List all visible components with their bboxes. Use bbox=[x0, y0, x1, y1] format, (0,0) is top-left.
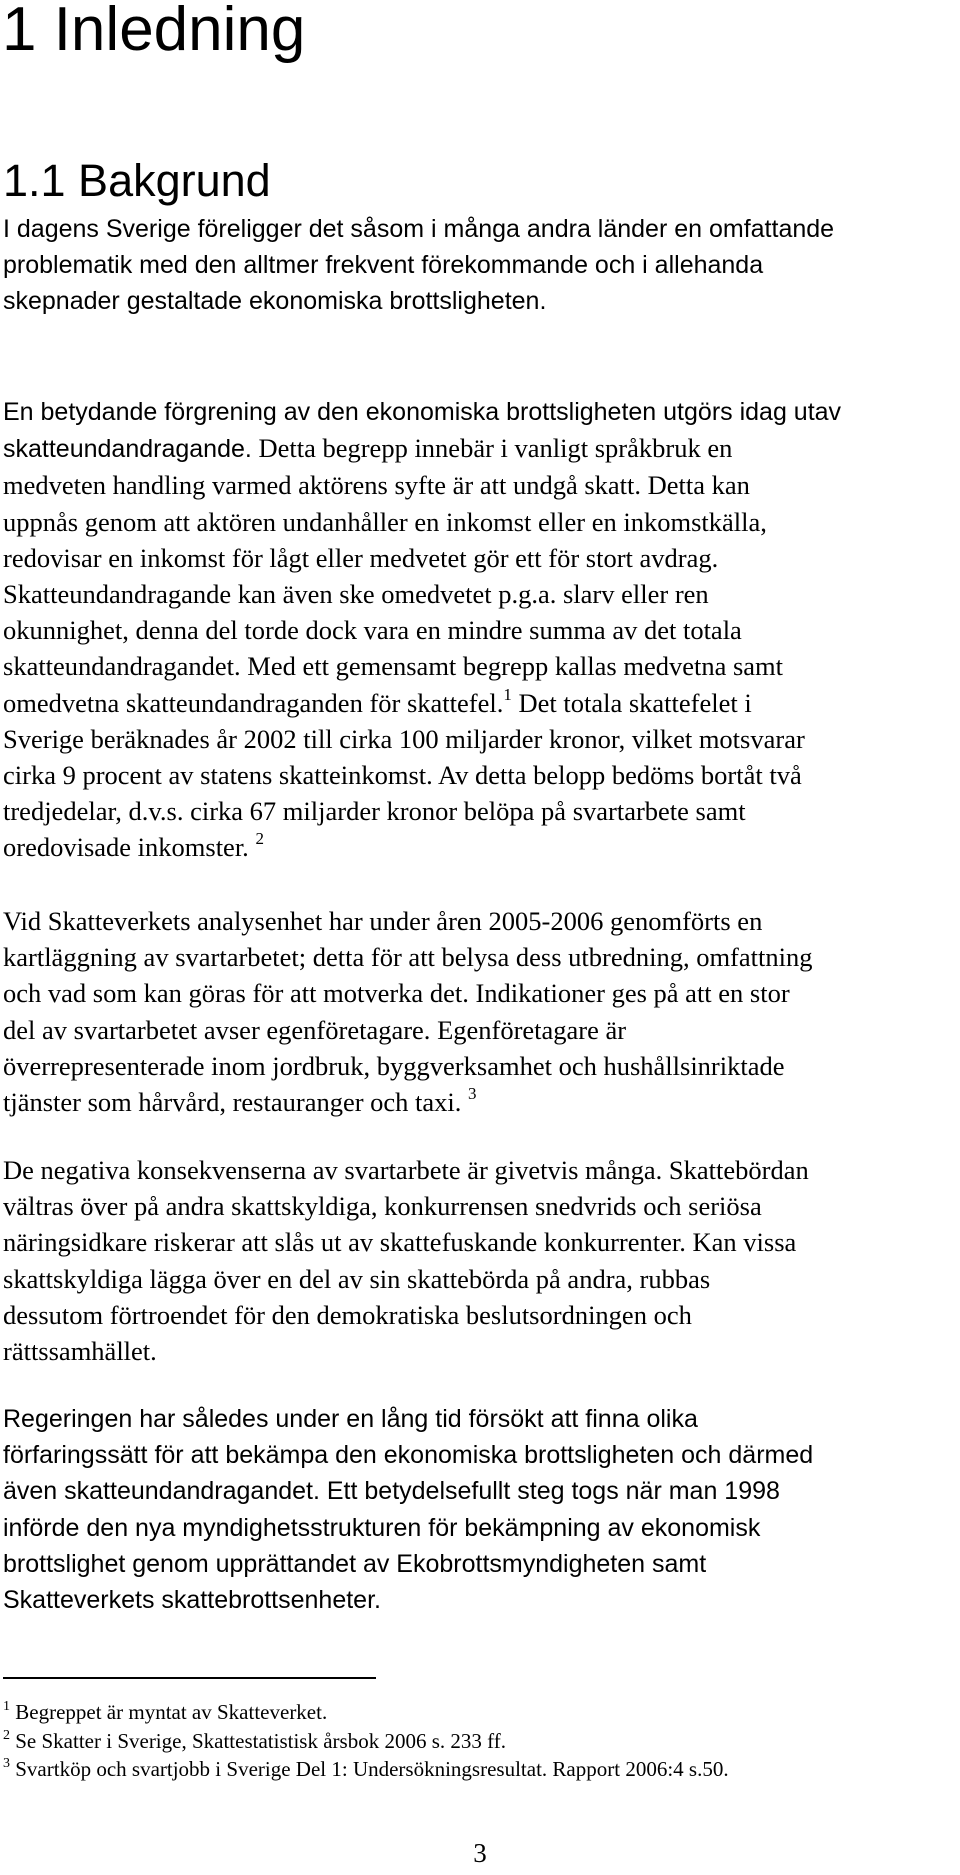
text-line: dessutom förtroendet för den demokratiska beslutsordningen och bbox=[3, 1299, 692, 1330]
footnote-3 bbox=[3, 1755, 958, 1784]
text-span: Skatteundandragande kan även ske omedvetet p.g.a. bbox=[3, 579, 557, 610]
text-line: rättssamhället. bbox=[3, 1336, 157, 1367]
text-span: tjänster som hårvård, restauranger och taxi. bbox=[3, 1087, 462, 1118]
text-line bbox=[3, 1012, 958, 1048]
text-line: brottslighet genom upprättandet av Ekobrottsmyndigheten samt bbox=[3, 1549, 707, 1578]
text-line: kartläggning av svartarbetet; detta för att belysa dess utbredning, omfattning bbox=[3, 942, 813, 973]
text-span: skatteundandragandet. bbox=[3, 651, 241, 682]
text-line bbox=[3, 975, 958, 1011]
text-line: En betydande förgrening av den ekonomiska brottsligheten utgörs idag utav bbox=[3, 398, 842, 426]
footnote-number: 3 bbox=[3, 1756, 10, 1771]
text-span: Ett betydelsefullt steg togs när man 1998 bbox=[319, 1477, 780, 1506]
text-span: Detta begrepp innebär i vanligt språkbruk en bbox=[251, 433, 733, 464]
text-line: problematik med den alltmer frekvent förekommande och i allehanda bbox=[3, 251, 764, 280]
text-line bbox=[3, 829, 958, 865]
chapter-heading: 1 Inledning bbox=[2, 0, 306, 64]
text-line bbox=[3, 1084, 958, 1120]
section-heading: 1.1 Bakgrund bbox=[3, 155, 271, 206]
text-line bbox=[3, 430, 958, 467]
text-span: del av svartarbetet avser egenföretagare. bbox=[3, 1014, 431, 1045]
text-line: vältras över på andra skattskyldiga, konkurrensen snedvrids och seriösa bbox=[3, 1191, 762, 1222]
text-line: Vid Skatteverkets analysenhet har under åren 2005-2006 genomförts en bbox=[3, 906, 763, 936]
text-line: uppnås genom att aktören undanhåller en inkomst eller en inkomstkälla, bbox=[3, 506, 767, 537]
text-span: Med ett gemensamt begrepp kallas medvetna samt bbox=[240, 651, 784, 682]
text-line bbox=[3, 1473, 958, 1509]
text-span: och vad som kan göras för att motverka det. bbox=[3, 978, 469, 1009]
paragraph-3 bbox=[3, 903, 958, 1120]
text-span: slarv eller ren bbox=[556, 579, 709, 610]
text-line bbox=[3, 576, 958, 612]
text-span: cirka 9 procent av statens skatteinkomst. bbox=[3, 760, 433, 791]
text-line: Regeringen har således under en lång tid försökt att finna olika bbox=[3, 1405, 698, 1433]
text-span: oredovisade inkomster. bbox=[3, 832, 249, 863]
footnote-number: 1 bbox=[3, 1699, 10, 1714]
text-span: De negativa konsekvenserna av svartarbete är givetvis många. bbox=[3, 1155, 663, 1185]
text-line bbox=[3, 1224, 958, 1260]
text-line bbox=[3, 757, 958, 793]
text-line bbox=[3, 1152, 958, 1188]
footnote-ref-1[interactable]: 1 bbox=[503, 684, 512, 704]
footnote-ref-3[interactable]: 3 bbox=[468, 1084, 477, 1104]
text-line: skepnader gestaltade ekonomiska brottsligheten. bbox=[3, 287, 547, 316]
text-span: Skattebördan bbox=[662, 1155, 809, 1185]
paragraph-4 bbox=[3, 1152, 958, 1369]
footnote-ref-2[interactable]: 2 bbox=[255, 829, 264, 849]
text-line: förfaringssätt för att bekämpa den ekonomiska brottsligheten och därmed bbox=[3, 1441, 814, 1470]
footnote-text: Svartköp och svartjobb i Sverige Del 1: Undersökningsresultat. Rapport 2006:4 s.50. bbox=[10, 1757, 729, 1781]
footnote-text: Se Skatter i Sverige, Skattestatistisk årsbok 2006 s. 233 ff. bbox=[10, 1728, 506, 1753]
text-span: Det totala skattefelet i bbox=[511, 687, 752, 718]
text-span: Indikationer ges på att en stor bbox=[468, 978, 790, 1009]
text-span: Kan vissa bbox=[685, 1227, 797, 1258]
footnote-1 bbox=[3, 1698, 958, 1727]
footnote-separator bbox=[3, 1677, 376, 1679]
footnote-2 bbox=[3, 1727, 958, 1756]
text-span: Egenföretagare är bbox=[430, 1014, 627, 1045]
text-line: tredjedelar, d.v.s. cirka 67 miljarder kronor belöpa på svartarbete samt bbox=[3, 796, 746, 827]
text-line: okunnighet, denna del torde dock vara en mindre summa av det totala bbox=[3, 615, 742, 646]
text-span: även skatteundandragandet. bbox=[3, 1477, 320, 1506]
text-line: Sverige beräknades år 2002 till cirka 100 miljarder kronor, vilket motsvarar bbox=[3, 723, 805, 754]
page-number: 3 bbox=[473, 1838, 487, 1868]
text-span: skatteundandragande. bbox=[3, 435, 252, 464]
text-line bbox=[3, 467, 958, 503]
text-span: näringsidkare riskerar att slås ut av skattefuskande konkurrenter. bbox=[3, 1227, 686, 1258]
text-line bbox=[3, 648, 958, 684]
text-span: medveten handling varmed aktörens syfte är att undgå skatt. bbox=[3, 470, 642, 501]
paragraph-5 bbox=[3, 1401, 958, 1618]
paragraph-2 bbox=[3, 394, 958, 866]
footnote-text: Begreppet är myntat av Skatteverket. bbox=[10, 1700, 328, 1724]
text-line: skattskyldiga lägga över en del av sin skattebörda på andra, rubbas bbox=[3, 1263, 711, 1294]
text-span: Av detta belopp bedöms bortåt två bbox=[432, 760, 802, 791]
text-line: redovisar en inkomst för lågt eller medvetet gör ett för stort avdrag. bbox=[3, 542, 719, 573]
footnotes bbox=[3, 1698, 958, 1784]
text-line: införde den nya myndighetsstrukturen för bekämpning av ekonomisk bbox=[3, 1513, 761, 1542]
text-line: I dagens Sverige föreligger det såsom i många andra länder en omfattande bbox=[3, 215, 835, 243]
paragraph-1 bbox=[3, 211, 958, 320]
text-span: Detta kan bbox=[641, 470, 750, 501]
text-line: överrepresenterade inom jordbruk, byggverksamhet och hushållsinriktade bbox=[3, 1050, 785, 1081]
text-line bbox=[3, 685, 958, 721]
footnote-number: 2 bbox=[3, 1727, 10, 1743]
text-span: omedvetna skatteundandraganden för skattefel. bbox=[3, 687, 504, 718]
text-line: Skatteverkets skattebrottsenheter. bbox=[3, 1586, 381, 1615]
